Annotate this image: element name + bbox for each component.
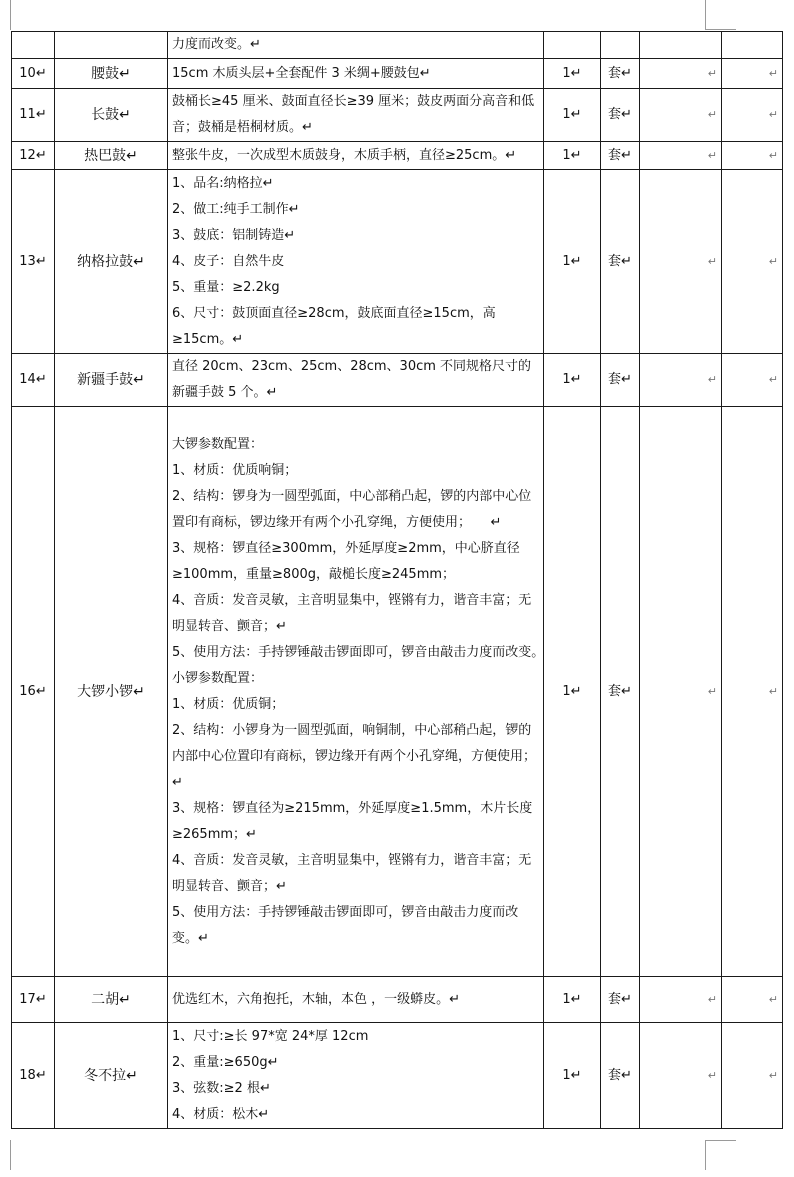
unit-price-cell [640, 407, 722, 977]
total-price-cell [722, 1023, 783, 1129]
item-name: 二胡↵ [55, 977, 168, 1023]
total-price-cell [722, 354, 783, 407]
spec-line: 2、结构：小锣身为一圆型弧面，响铜制，中心部稍凸起，锣的内部中心位置印有商标，锣边缘开有两个小孔穿绳，方便使用；↵ [172, 722, 537, 790]
paragraph-mark: ↵ [707, 992, 717, 1006]
spec-line: 5、使用方法：手持锣锤敲击锣面即可，锣音由敲击力度而改变。↵ [172, 904, 519, 946]
spec-line: 4、材质：松木↵ [172, 1106, 270, 1122]
spec-line: 3、鼓底：铝制铸造↵ [172, 227, 296, 243]
unit-price-cell [640, 89, 722, 142]
total-price-cell [722, 59, 783, 89]
item-unit: 套↵ [601, 407, 640, 977]
paragraph-mark: ↵ [707, 373, 717, 386]
total-price-cell [722, 142, 783, 170]
spec-line: 鼓桶长≥45 厘米、鼓面直径长≥39 厘米；鼓皮两面分高音和低音；鼓桶是梧桐材质。↵ [172, 94, 535, 135]
item-quantity [544, 32, 601, 59]
paragraph-mark: ↵ [768, 66, 778, 80]
paragraph-mark: ↵ [768, 1068, 778, 1082]
unit-price-cell [640, 354, 722, 407]
item-specification [168, 1023, 544, 1129]
item-unit: 套↵ [601, 977, 640, 1023]
item-name: 纳格拉鼓↵ [55, 170, 168, 354]
spec-line: 直径 20cm、23cm、25cm、28cm、30cm 不同规格尺寸的新疆手鼓 5 个。↵ [172, 359, 532, 400]
item-name: 热巴鼓↵ [55, 142, 168, 170]
crop-mark-bottom-left-v [10, 1140, 11, 1170]
item-unit: 套↵ [601, 142, 640, 170]
item-number: 17↵ [12, 977, 55, 1023]
paragraph-mark: ↵ [768, 108, 778, 121]
spec-line: 整张牛皮，一次成型木质鼓身，木质手柄，直径≥25cm。↵ [172, 147, 517, 163]
spec-line: 力度而改变。↵ [172, 37, 261, 52]
item-specification [168, 977, 544, 1023]
table-row [12, 142, 783, 170]
item-quantity: 1↵ [544, 89, 601, 142]
spec-line: 1、尺寸:≥长 97*宽 24*厚 12cm [172, 1028, 369, 1044]
item-unit: 套↵ [601, 170, 640, 354]
total-price-cell [722, 89, 783, 142]
spec-line: 1、材质：优质响铜； [172, 462, 298, 478]
item-unit: 套↵ [601, 89, 640, 142]
item-quantity: 1↵ [544, 407, 601, 977]
spec-line: 4、皮子：自然牛皮 [172, 253, 285, 269]
spec-line: 3、规格：锣直径为≥215mm，外延厚度≥1.5mm，木片长度≥265mm；↵ [172, 800, 533, 842]
item-unit: 套↵ [601, 1023, 640, 1129]
crop-mark-bottom-right-h [706, 1140, 736, 1141]
spec-line: 5、使用方法：手持锣锤敲击锣面即可，锣音由敲击力度而改变。 小锣参数配置： [172, 644, 655, 686]
table-row [12, 354, 783, 407]
item-specification [168, 170, 544, 354]
item-unit: 套↵ [601, 354, 640, 407]
crop-mark-top-right-v [705, 0, 706, 30]
paragraph-mark: ↵ [768, 373, 778, 386]
unit-price-cell [640, 142, 722, 170]
item-number: 18↵ [12, 1023, 55, 1129]
item-specification [168, 32, 544, 59]
total-price-cell [722, 32, 783, 59]
item-specification [168, 354, 544, 407]
spec-line: 3、规格：锣直径≥300mm，外延厚度≥2mm，中心脐直径≥100mm，重量≥800g，敲槌长度≥245mm； [172, 540, 520, 582]
unit-price-cell [640, 1023, 722, 1129]
spec-line: 5、重量：≥2.2kg [172, 279, 280, 295]
unit-price-cell [640, 32, 722, 59]
item-specification [168, 407, 655, 977]
crop-mark-top-right-h [706, 29, 736, 30]
unit-price-cell [640, 170, 722, 354]
paragraph-mark: ↵ [768, 684, 778, 698]
spec-line: 优选红木，六角抱托，木轴，本色 ，一级蟒皮。↵ [172, 991, 461, 1007]
item-number: 13↵ [12, 170, 55, 354]
total-price-cell [722, 407, 783, 977]
table-row [12, 977, 783, 1023]
total-price-cell [722, 977, 783, 1023]
spec-line: 2、结构：锣身为一圆型弧面，中心部稍凸起，锣的内部中心位置印有商标，锣边缘开有两个小孔穿绳，方便使用； ↵ [172, 488, 532, 530]
spec-line: 大锣参数配置： [172, 436, 264, 452]
item-unit: 套↵ [601, 59, 640, 89]
paragraph-mark: ↵ [707, 148, 717, 162]
spec-line: 15cm 木质头层+全套配件 3 米绸+腰鼓包↵ [172, 65, 431, 81]
table-row [12, 407, 783, 977]
paragraph-mark: ↵ [768, 148, 778, 162]
paragraph-mark: ↵ [707, 684, 717, 698]
item-number: 11↵ [12, 89, 55, 142]
item-specification [168, 89, 544, 142]
spec-line: 1、材质：优质铜； [172, 696, 285, 712]
paragraph-mark: ↵ [768, 992, 778, 1006]
table-row [12, 32, 783, 59]
spec-line: 2、重量:≥650g↵ [172, 1054, 279, 1070]
item-name: 冬不拉↵ [55, 1023, 168, 1129]
item-unit [601, 32, 640, 59]
equipment-spec-table [11, 31, 783, 1129]
paragraph-mark: ↵ [768, 254, 778, 268]
item-number: 16↵ [12, 407, 55, 977]
total-price-cell [722, 170, 783, 354]
item-quantity: 1↵ [544, 59, 601, 89]
item-number: 12↵ [12, 142, 55, 170]
paragraph-mark: ↵ [707, 66, 717, 80]
item-quantity: 1↵ [544, 1023, 601, 1129]
spec-line: 4、音质：发音灵敏，主音明显集中，铿锵有力，谐音丰富；无明显转音、颤音；↵ [172, 852, 532, 894]
table-row [12, 1023, 783, 1129]
table-row [12, 89, 783, 142]
item-number [12, 32, 55, 59]
spec-line: 2、做工:纯手工制作↵ [172, 201, 300, 217]
item-name: 大锣小锣↵ [55, 407, 168, 977]
item-quantity: 1↵ [544, 142, 601, 170]
spec-line: 4、音质：发音灵敏，主音明显集中，铿锵有力，谐音丰富；无明显转音、颤音；↵ [172, 592, 532, 634]
item-name [55, 32, 168, 59]
item-quantity: 1↵ [544, 354, 601, 407]
paragraph-mark: ↵ [707, 1068, 717, 1082]
crop-mark-bottom-right-v [705, 1140, 706, 1170]
item-name: 腰鼓↵ [55, 59, 168, 89]
unit-price-cell [640, 977, 722, 1023]
item-quantity: 1↵ [544, 977, 601, 1023]
item-name: 新疆手鼓↵ [55, 354, 168, 407]
item-specification [168, 59, 544, 89]
unit-price-cell [640, 59, 722, 89]
paragraph-mark: ↵ [707, 254, 717, 268]
spec-line: 1、品名:纳格拉↵ [172, 175, 274, 191]
paragraph-mark: ↵ [707, 108, 717, 121]
spec-line: 6、尺寸：鼓顶面直径≥28cm，鼓底面直径≥15cm，高≥15cm。↵ [172, 305, 496, 347]
table-body [12, 32, 783, 1129]
item-number: 14↵ [12, 354, 55, 407]
spec-line: 3、弦数:≥2 根↵ [172, 1080, 271, 1096]
crop-mark-top-left-v [10, 0, 11, 30]
table-row [12, 170, 783, 354]
table-row [12, 59, 783, 89]
item-number: 10↵ [12, 59, 55, 89]
item-quantity: 1↵ [544, 170, 601, 354]
item-name: 长鼓↵ [55, 89, 168, 142]
item-specification [168, 142, 544, 170]
